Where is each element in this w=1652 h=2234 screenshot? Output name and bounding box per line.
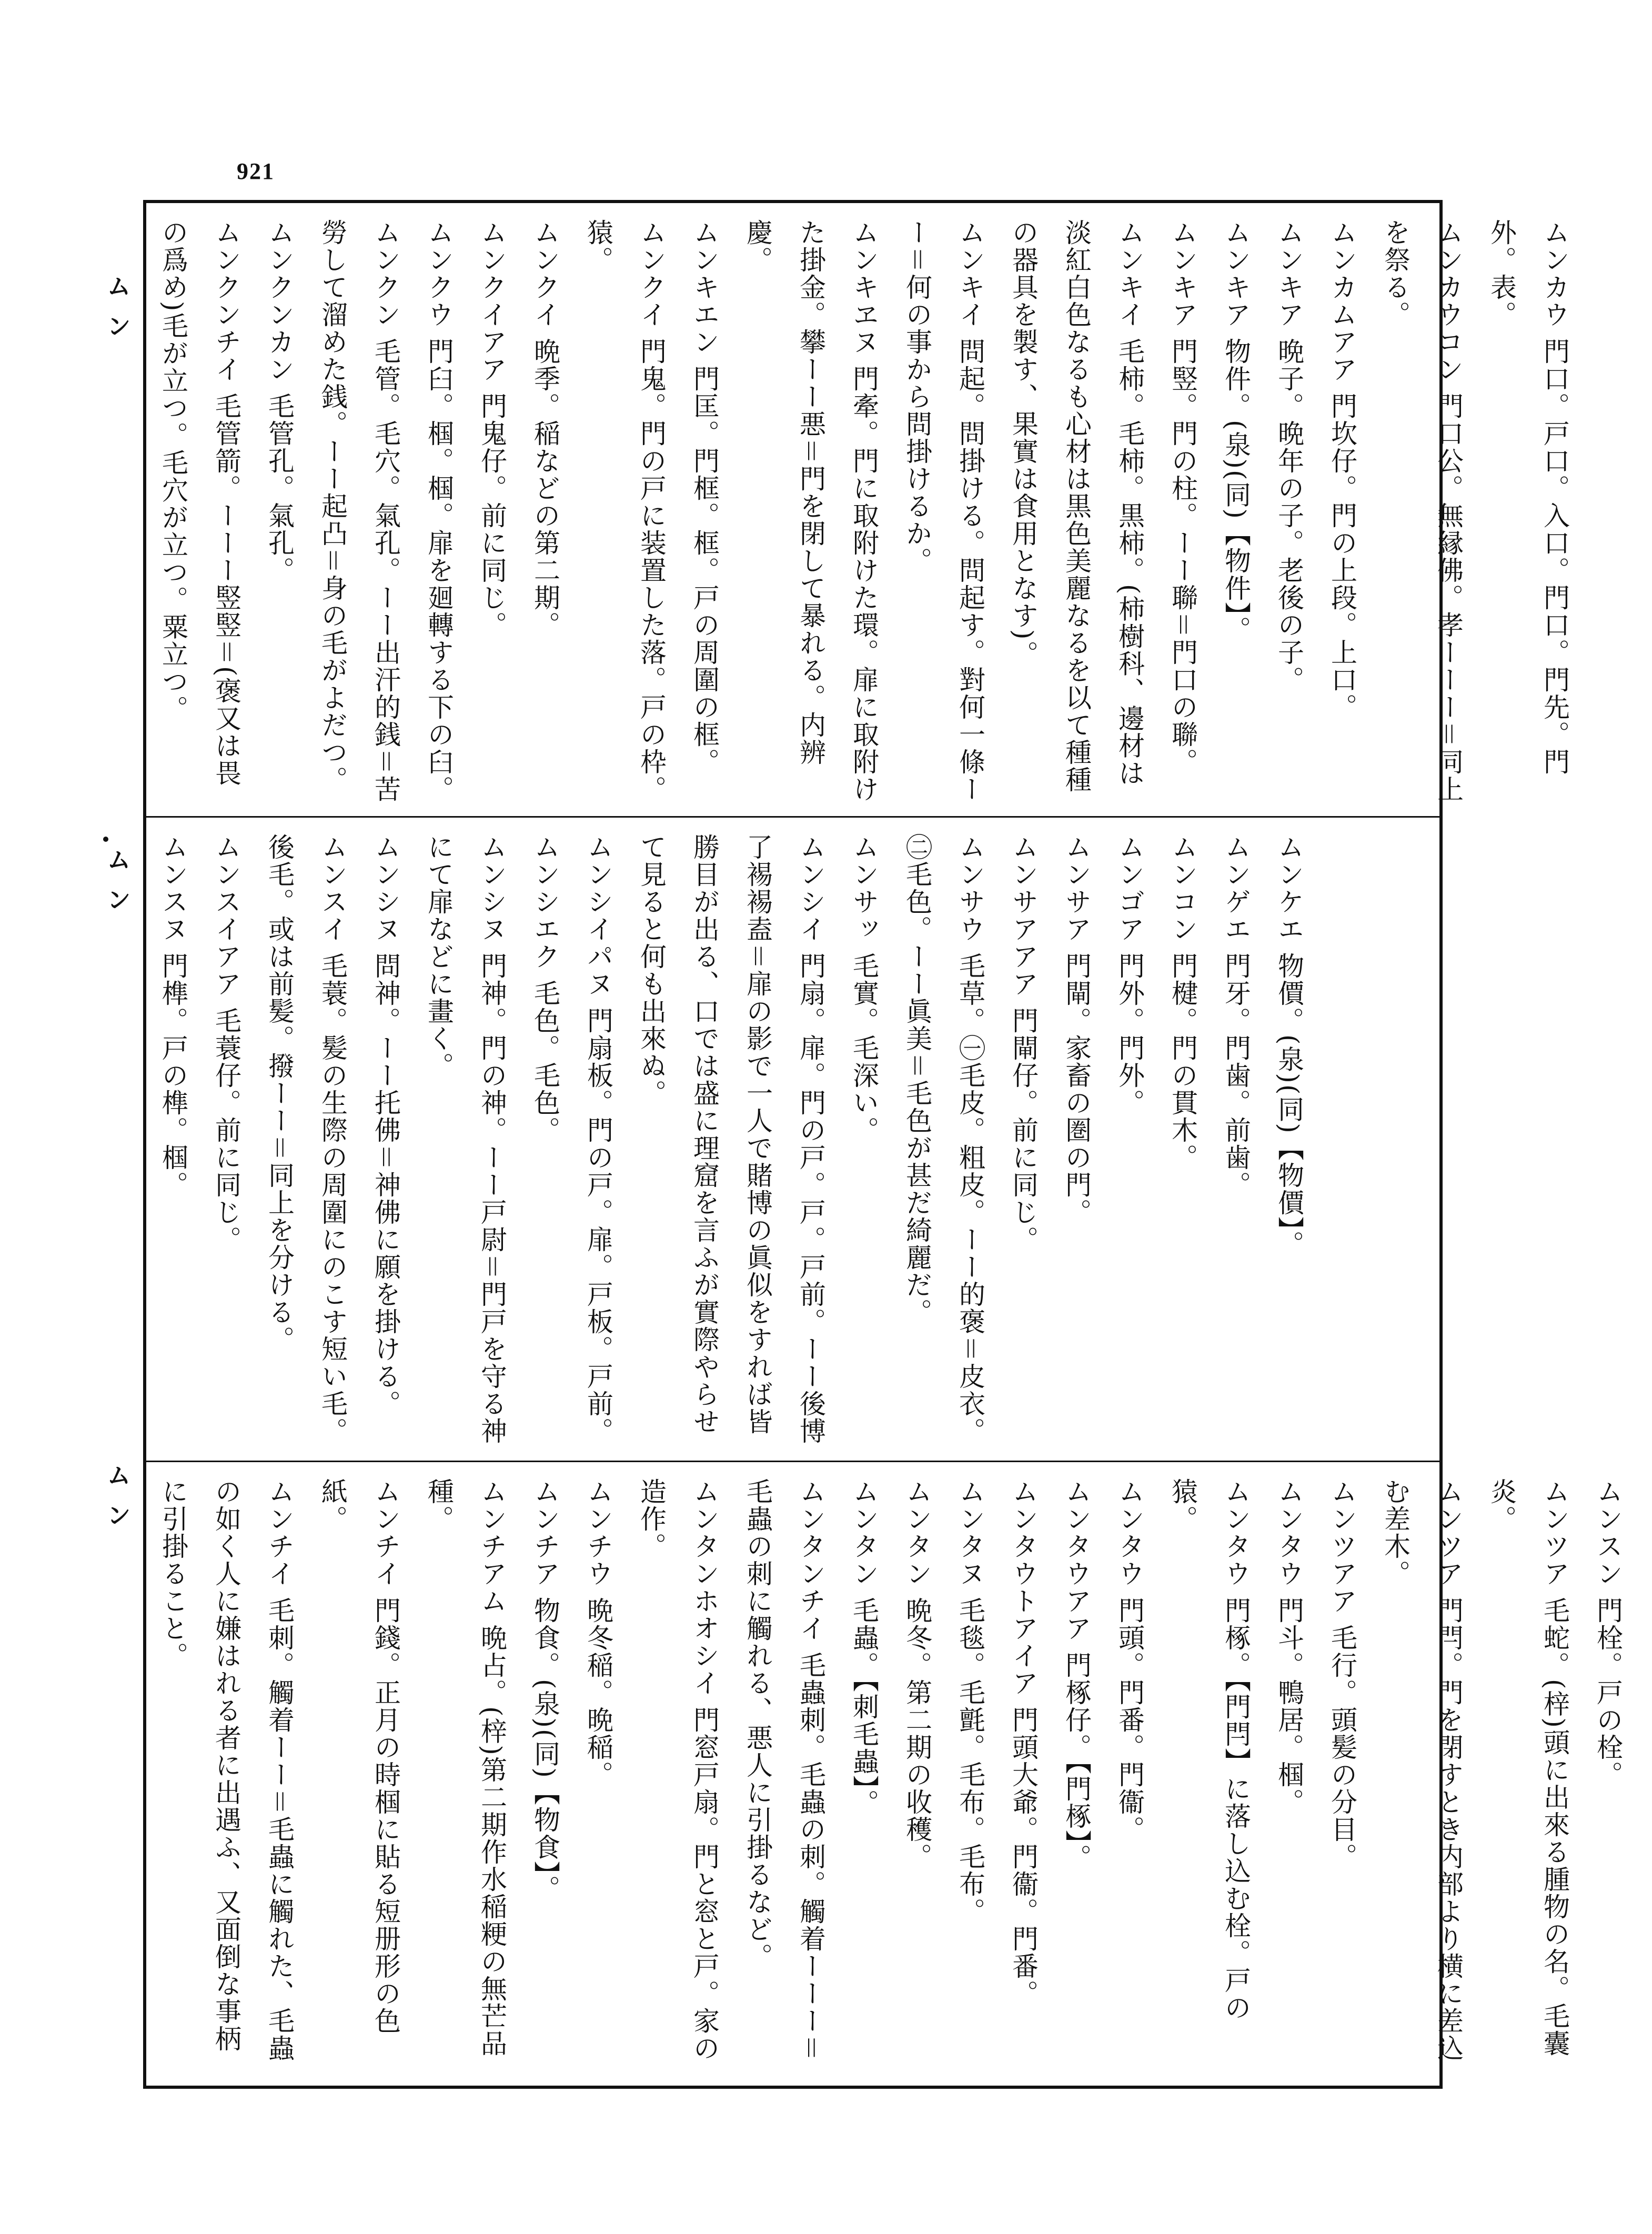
margin-dot [103, 837, 108, 842]
dictionary-entry: ムンチイ 毛刺。觸着ーー＝毛蟲に觸れた、毛蟲の如く人に嫌はれる者に出遇ふ、又面倒な事柄に引掛ること。 [158, 1478, 295, 2062]
dictionary-entry: ムンクンチイ 毛管箭。ーーー竪竪＝(褒又は畏の爲め)毛が立つ。毛穴が立つ。粟立つ。 [158, 219, 241, 787]
dictionary-entry: ムンキア 物件。(泉)(同)【物件】。 [1221, 219, 1251, 643]
dictionary-entry: ムンクウ 門臼。椢。椢。扉を廻轉する下の臼。 [424, 219, 454, 803]
dictionary-entry: ムンチア 物食。(泉)(同)【物食】。 [530, 1478, 560, 1903]
dictionary-entry: ムンキヱヌ 門牽。門に取附けた環。扉に取附けた掛金。攀ーー悪＝門を閉して暴れる。内辨慶。 [742, 219, 879, 803]
dictionary-entry: ムンチウ 晩冬稲。晩稲。 [583, 1478, 613, 1788]
dictionary-entry: ムンスイアア 毛蓑仔。前に同じ。 [211, 833, 241, 1253]
dictionary-entry: ムンサアアア 門閘仔。前に同じ。 [1008, 833, 1039, 1253]
dictionary-entry: ムンサア 門閘。家畜の圏の門。 [1061, 833, 1092, 1226]
band-middle-columns [146, 818, 1333, 1461]
dictionary-entry: ムンチイ 門錢。正月の時椢に貼る短册形の色紙。 [317, 1478, 401, 2035]
dictionary-entry: ムンタンホオシイ 門窓戸扇。門と窓と戸。家の造作。 [636, 1478, 720, 2062]
dictionary-entry: ムンキエン 門匡。門框。框。戸の周圍の框。 [689, 219, 720, 776]
dictionary-entry: ムンキア 晩子。晩年の子。老後の子。 [1274, 219, 1304, 693]
dictionary-entry: ムンシヌ 問神。ーー托佛＝神佛に願を掛ける。 [370, 833, 401, 1417]
dictionary-entry: ムンクイ 門鬼。門の戸に装置した落。戸の枠。猿。 [583, 219, 667, 803]
margin-label-middle: ムン [103, 847, 132, 927]
dictionary-entry: ムンタン 毛蟲。【刺毛蟲】。 [849, 1478, 879, 1817]
dictionary-entry: ムンシエク 毛色。毛色。 [530, 833, 560, 1144]
dictionary-entry: ムンタン 晩冬。第二期の收穫。 [902, 1478, 932, 1870]
dictionary-entry: ムンケエ 物價。(泉)(同)【物價】。 [1274, 833, 1304, 1258]
dictionary-entry: ムンカウ 門口。戸口。入口。門口。門先。門外。表。 [1486, 219, 1570, 776]
margin-label-bottom: ムン [103, 1463, 132, 1543]
dictionary-entry: ムンサウ 毛草。㊀毛皮。粗皮。ーー的褒＝皮衣。㊁毛色。ーー眞美＝毛色が甚だ綺麗だ。 [902, 833, 985, 1445]
dictionary-entry: ムンゲエ 門牙。門歯。前歯。 [1221, 833, 1251, 1199]
band-bottom [146, 1461, 1623, 2086]
dictionary-entry: ムンタウアア 門椓仔。【門椓】。 [1061, 1478, 1092, 1871]
dictionary-entry: ムンカウコン 門口公。無縁佛。孝ーーー＝同上を祭る。 [1380, 219, 1464, 803]
dictionary-entry: ムンツア 毛蛇。(梓)頭に出來る腫物の名。毛囊炎。 [1486, 1478, 1570, 2057]
dictionary-entry: ムンチアム 晩占。(梓)第二期作水稲粳の無芒品種。 [424, 1478, 507, 2057]
dictionary-entry: ムンスイ 毛蓑。髪の生際の周圍にのこす短い毛。後毛。或は前髪。撥ーー＝同上を分ける。 [264, 833, 348, 1445]
dictionary-entry: ムンクン 毛管。毛穴。氣孔。ーー出汗的銭＝苦勞して溜めた銭。ーー起凸＝身の毛がよだつ。 [317, 219, 401, 803]
band-top-columns [146, 203, 1599, 816]
dictionary-entry: ムンゴア 門外。門外。 [1114, 833, 1145, 1116]
dictionary-entry: ムンスン 門栓。戸の栓。 [1593, 1478, 1623, 1788]
dictionary-entry: ムンキイ 問起。問掛ける。問起す。對何一條ーー＝何の事から問掛けるか。 [902, 219, 985, 803]
dictionary-entry: ムンタウ 門頭。門番。門衞。 [1114, 1478, 1145, 1843]
dictionary-entry: ムンクンカン 毛管孔。氣孔。 [264, 219, 295, 584]
dictionary-entry: ムンシイパヌ 門扇板。門の戸。扉。戸板。戸前。 [583, 833, 613, 1445]
dictionary-entry: ムンタヌ 毛毯。毛氈。毛布。毛布。 [955, 1478, 985, 1925]
band-middle [146, 816, 1439, 1461]
dictionary-entry: ムンコン 門楗。門の貫木。 [1167, 833, 1198, 1171]
dictionary-entry: ムンタウ 門椓。【門閂】に落し込む栓。戸の猿。 [1167, 1478, 1251, 2021]
dictionary-entry: ムンタンチイ 毛蟲刺。毛蟲の刺。觸着ーーー＝毛蟲の刺に觸れる、悪人に引掛るなど。 [742, 1478, 826, 2062]
dictionary-entry: ムンキイ 毛柿。毛柿。黒柿。(柿樹科、邊材は淡紅白色なるも心材は黒色美麗なるを以て種種の器具を製す、果實は食用となす)。 [1008, 219, 1145, 793]
dictionary-entry: ムンタウトアイア 門頭大爺。門衞。門番。 [1008, 1478, 1039, 2007]
band-top [146, 203, 1570, 816]
page-number: 921 [237, 158, 275, 184]
dictionary-entry: ムンスヌ 門榫。戸の榫。椢。 [158, 833, 188, 1199]
margin-label-top: ムン [103, 274, 132, 354]
band-bottom-columns [146, 1462, 1652, 2086]
dictionary-entry: ムンタウ 門斗。鴨居。椢。 [1274, 1478, 1304, 1816]
dictionary-entry: ムンシヌ 門神。門の神。ーー戸尉＝門戸を守る神にて扉などに畫く。 [424, 833, 507, 1445]
dictionary-entry: ムンカムアア 門坎仔。門の上段。上口。 [1327, 219, 1357, 721]
dictionary-entry: ムンツアア 毛行。頭髪の分目。 [1327, 1478, 1357, 1870]
dictionary-entry: ムンクイアア 門鬼仔。前に同じ。 [477, 219, 507, 639]
dictionary-entry: ムンキア 門竪。門の柱。ーー聯＝門口の聯。 [1167, 219, 1198, 776]
dictionary-entry: ムンサッ 毛實。毛深い。 [849, 833, 879, 1144]
dictionary-entry: ムンクイ 晩季。稲などの第二期。 [530, 219, 560, 639]
dictionary-entry: ムンシイ 門扇。扉。門の戸。戸。戸前。ーー後博了裼裼盍＝扉の影で一人で賭博の眞似をすれば皆勝目が出る、口では盛に理窟を言ふが實際やらせて見ると何も出來ぬ。 [636, 833, 826, 1445]
dictionary-frame [143, 200, 1623, 2089]
dictionary-entry: ムンツア 門閂。門を閉すとき内部より横に差込む差木。 [1380, 1478, 1464, 2062]
